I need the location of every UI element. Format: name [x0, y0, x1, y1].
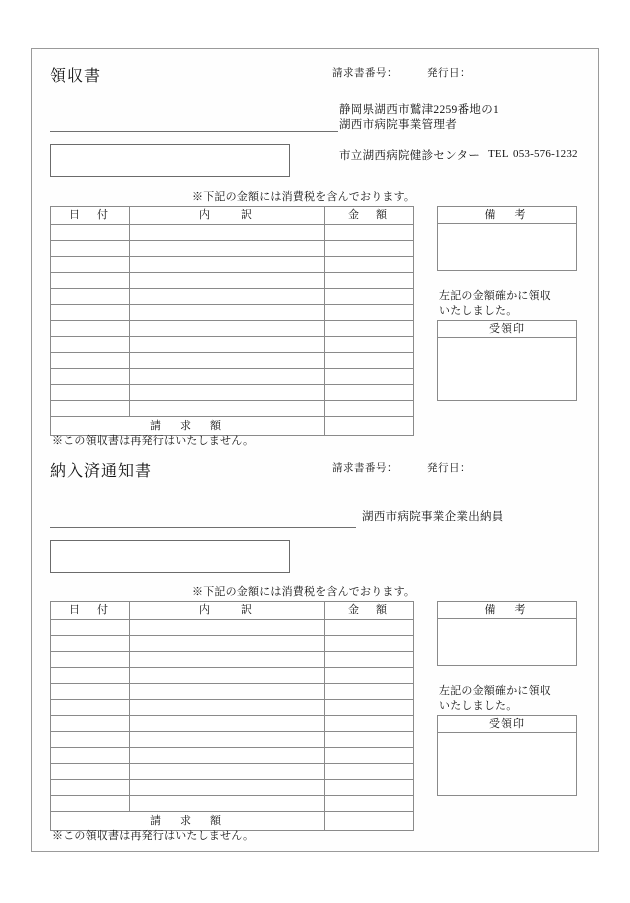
seal-header-row	[438, 321, 577, 338]
cell-date[interactable]	[51, 668, 130, 684]
receipt-remarks-table	[437, 206, 577, 271]
cell-date[interactable]	[51, 225, 130, 241]
total-label: 請 求 額	[51, 417, 325, 436]
cell-date[interactable]	[51, 620, 130, 636]
cell-date[interactable]	[51, 636, 130, 652]
payment-notice-acknowledgement-line2: いたしました。	[439, 700, 518, 712]
receipt-recipient-rule	[50, 131, 338, 132]
cell-date[interactable]	[51, 796, 130, 812]
receipt-recipient-box[interactable]	[50, 144, 290, 177]
cell-amount[interactable]	[325, 353, 414, 369]
cell-amount[interactable]	[325, 748, 414, 764]
cell-description[interactable]	[130, 668, 325, 684]
payment-notice-ledger-table	[50, 601, 414, 831]
table-row[interactable]	[51, 289, 414, 305]
cell-description[interactable]	[130, 305, 325, 321]
payment-notice-ledger-body	[51, 620, 414, 831]
table-row[interactable]	[51, 225, 414, 241]
receipt-sheet	[31, 48, 599, 852]
cell-date[interactable]	[51, 337, 130, 353]
receipt-tel-number: 053-576-1232	[513, 148, 578, 160]
table-row[interactable]	[51, 401, 414, 417]
cell-date[interactable]	[51, 732, 130, 748]
column-header-amount: 金 額	[325, 602, 414, 620]
receipt-reissue-note: ※この領収書は再発行はいたしません。	[52, 435, 255, 447]
column-header-amount: 金 額	[325, 207, 414, 225]
cell-description[interactable]	[130, 289, 325, 305]
table-row[interactable]	[51, 353, 414, 369]
cell-amount[interactable]	[325, 732, 414, 748]
cell-amount[interactable]	[325, 652, 414, 668]
seal-header-row	[438, 716, 577, 733]
table-row[interactable]	[51, 321, 414, 337]
payment-notice-tax-note: ※下記の金額には消費税を含んでおります。	[192, 586, 416, 598]
table-row[interactable]	[51, 684, 414, 700]
table-row[interactable]	[51, 652, 414, 668]
receipt-acknowledgement-line1: 左記の金額確かに領収	[439, 290, 551, 302]
remarks-header: 備 考	[438, 602, 577, 619]
table-row[interactable]	[51, 764, 414, 780]
seal-header: 受領印	[438, 716, 577, 733]
cell-description[interactable]	[130, 241, 325, 257]
receipt-issuer-address: 静岡県湖西市鷲津2259番地の1	[339, 104, 500, 116]
cell-amount[interactable]	[325, 716, 414, 732]
payment-notice-issue-date-label: 発行日：	[427, 463, 471, 474]
remarks-header: 備 考	[438, 207, 577, 224]
remarks-body-row[interactable]	[438, 224, 577, 271]
cell-date[interactable]	[51, 257, 130, 273]
cell-amount[interactable]	[325, 668, 414, 684]
cell-description[interactable]	[130, 385, 325, 401]
cell-amount[interactable]	[325, 780, 414, 796]
table-row[interactable]	[51, 748, 414, 764]
cell-description[interactable]	[130, 369, 325, 385]
cell-amount[interactable]	[325, 764, 414, 780]
receipt-issue-date-label: 発行日：	[427, 68, 471, 79]
table-row[interactable]	[51, 796, 414, 812]
remarks-header-row	[438, 602, 577, 619]
cell-amount[interactable]	[325, 305, 414, 321]
seal-body-row[interactable]	[438, 338, 577, 401]
cell-date[interactable]	[51, 748, 130, 764]
cell-amount[interactable]	[325, 337, 414, 353]
cell-date[interactable]	[51, 321, 130, 337]
seal-body-row[interactable]	[438, 733, 577, 796]
receipt-tel-label: TEL	[488, 148, 509, 160]
seal-value[interactable]	[438, 338, 577, 401]
table-row[interactable]	[51, 369, 414, 385]
total-amount[interactable]	[325, 812, 414, 831]
cell-description[interactable]	[130, 732, 325, 748]
cell-date[interactable]	[51, 305, 130, 321]
cell-date[interactable]	[51, 385, 130, 401]
table-row[interactable]	[51, 257, 414, 273]
cell-description[interactable]	[130, 225, 325, 241]
table-row[interactable]	[51, 620, 414, 636]
cell-date[interactable]	[51, 401, 130, 417]
cell-description[interactable]	[130, 700, 325, 716]
cell-amount[interactable]	[325, 684, 414, 700]
seal-value[interactable]	[438, 733, 577, 796]
table-row[interactable]	[51, 700, 414, 716]
total-amount[interactable]	[325, 417, 414, 436]
payment-notice-seal-table	[437, 715, 577, 796]
cell-date[interactable]	[51, 353, 130, 369]
payment-notice-acknowledgement-line1: 左記の金額確かに領収	[439, 685, 551, 697]
cell-amount[interactable]	[325, 385, 414, 401]
cell-amount[interactable]	[325, 273, 414, 289]
receipt-issuer-name: 湖西市病院事業管理者	[339, 119, 457, 131]
cell-description[interactable]	[130, 401, 325, 417]
table-row[interactable]	[51, 780, 414, 796]
cell-date[interactable]	[51, 684, 130, 700]
cell-description[interactable]	[130, 353, 325, 369]
table-row[interactable]	[51, 385, 414, 401]
cell-date[interactable]	[51, 716, 130, 732]
receipt-seal-table	[437, 320, 577, 401]
table-header-row	[51, 207, 414, 225]
cell-description[interactable]	[130, 716, 325, 732]
table-row[interactable]	[51, 668, 414, 684]
cell-description[interactable]	[130, 273, 325, 289]
table-row[interactable]	[51, 241, 414, 257]
cell-amount[interactable]	[325, 369, 414, 385]
table-row[interactable]	[51, 636, 414, 652]
column-header-description: 内 訳	[130, 602, 325, 620]
column-header-date: 日 付	[51, 207, 130, 225]
payment-notice-invoice-number-label: 請求書番号：	[332, 463, 398, 474]
cell-date[interactable]	[51, 700, 130, 716]
seal-header: 受領印	[438, 321, 577, 338]
table-row[interactable]	[51, 273, 414, 289]
cell-amount[interactable]	[325, 241, 414, 257]
column-header-date: 日 付	[51, 602, 130, 620]
cell-description[interactable]	[130, 748, 325, 764]
cell-amount[interactable]	[325, 257, 414, 273]
cell-amount[interactable]	[325, 636, 414, 652]
cell-amount[interactable]	[325, 700, 414, 716]
cell-description[interactable]	[130, 684, 325, 700]
table-row[interactable]	[51, 732, 414, 748]
remarks-body-row[interactable]	[438, 619, 577, 666]
receipt-acknowledgement-line2: いたしました。	[439, 305, 518, 317]
cell-description[interactable]	[130, 321, 325, 337]
receipt-ledger-body	[51, 225, 414, 436]
cell-description[interactable]	[130, 764, 325, 780]
payment-notice-recipient-rule	[50, 527, 356, 528]
total-label: 請 求 額	[51, 812, 325, 831]
cell-amount[interactable]	[325, 401, 414, 417]
cell-date[interactable]	[51, 764, 130, 780]
cell-date[interactable]	[51, 289, 130, 305]
cell-description[interactable]	[130, 337, 325, 353]
cell-description[interactable]	[130, 796, 325, 812]
cell-amount[interactable]	[325, 225, 414, 241]
receipt-facility-name: 市立湖西病院健診センター	[339, 150, 481, 162]
cell-amount[interactable]	[325, 796, 414, 812]
table-row[interactable]	[51, 305, 414, 321]
cell-amount[interactable]	[325, 620, 414, 636]
cell-description[interactable]	[130, 620, 325, 636]
cell-date[interactable]	[51, 241, 130, 257]
payment-notice-recipient-box[interactable]	[50, 540, 290, 573]
payment-notice-title: 納入済通知書	[50, 463, 153, 480]
cell-date[interactable]	[51, 369, 130, 385]
receipt-title: 領収書	[50, 68, 102, 85]
table-row[interactable]	[51, 337, 414, 353]
cell-description[interactable]	[130, 636, 325, 652]
receipt-invoice-number-label: 請求書番号：	[332, 68, 398, 79]
cell-amount[interactable]	[325, 289, 414, 305]
table-header-row	[51, 602, 414, 620]
cell-date[interactable]	[51, 652, 130, 668]
cell-date[interactable]	[51, 780, 130, 796]
table-row[interactable]	[51, 716, 414, 732]
remarks-value[interactable]	[438, 224, 577, 271]
payment-notice-remarks-table	[437, 601, 577, 666]
receipt-ledger-table	[50, 206, 414, 436]
remarks-value[interactable]	[438, 619, 577, 666]
receipt-tax-note: ※下記の金額には消費税を含んでおります。	[192, 191, 416, 203]
payment-notice-reissue-note: ※この領収書は再発行はいたしません。	[52, 830, 255, 842]
cell-description[interactable]	[130, 257, 325, 273]
cell-date[interactable]	[51, 273, 130, 289]
remarks-header-row	[438, 207, 577, 224]
cell-description[interactable]	[130, 652, 325, 668]
cell-description[interactable]	[130, 780, 325, 796]
payment-notice-issuer-name: 湖西市病院事業企業出納員	[362, 511, 504, 523]
column-header-description: 内 訳	[130, 207, 325, 225]
cell-amount[interactable]	[325, 321, 414, 337]
